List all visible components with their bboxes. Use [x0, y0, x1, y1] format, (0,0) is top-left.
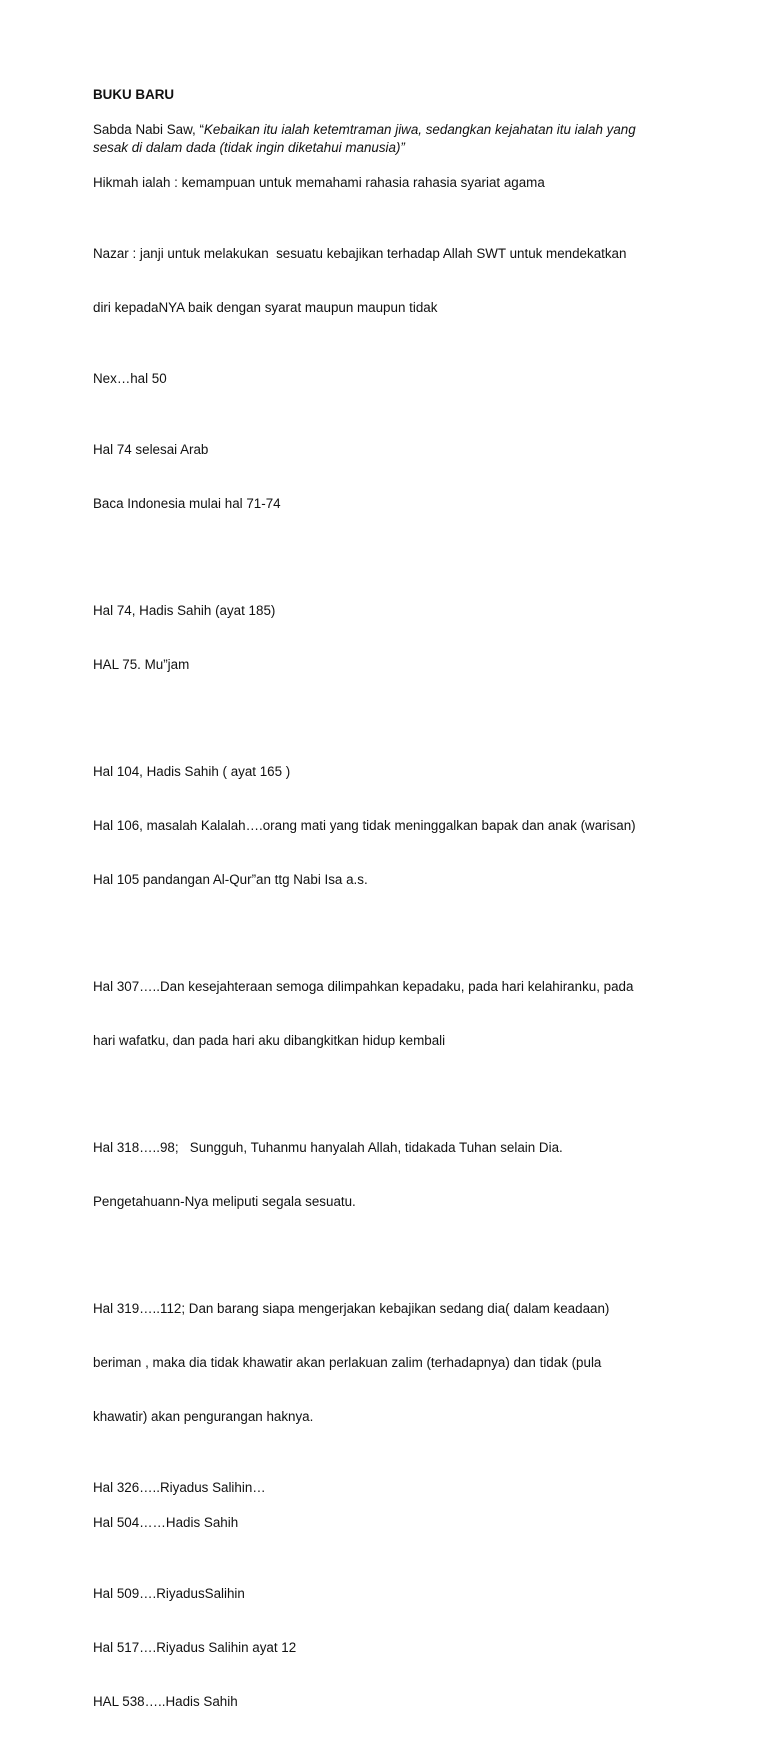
document-title: BUKU BARU — [93, 87, 175, 102]
sabda-paragraph — [93, 121, 693, 157]
hal-104-line-3: Hal 105 pandangan Al-Qur”an ttg Nabi Isa a.s. — [93, 872, 368, 887]
hal-74-arab-line-2: Baca Indonesia mulai hal 71-74 — [93, 496, 281, 511]
hal-307-line-1: Hal 307…..Dan kesejahteraan semoga dilimpahkan kepadaku, pada hari kelahiranku, pada — [93, 979, 634, 994]
hal-104-line-1: Hal 104, Hadis Sahih ( ayat 165 ) — [93, 764, 291, 779]
hal-318-line-2: Pengetahuann-Nya meliputi segala sesuatu. — [93, 1194, 356, 1209]
hal-74-hadis-block — [93, 566, 693, 710]
sabda-prefix: Sabda Nabi Saw, “ — [93, 122, 204, 137]
nazar-paragraph — [93, 209, 693, 353]
hal-307-block — [93, 942, 693, 1086]
hal-104-block — [93, 727, 693, 925]
hal-509-line-3: HAL 538…..Hadis Sahih — [93, 1694, 238, 1709]
hal-319-block — [93, 1264, 693, 1462]
hal-319-line-1: Hal 319…..112; Dan barang siapa mengerjakan kebajikan sedang dia( dalam keadaan) — [93, 1301, 610, 1316]
hal-504-paragraph: Hal 504……Hadis Sahih — [93, 1515, 239, 1530]
hikmah-paragraph: Hikmah ialah : kemampuan untuk memahami rahasia rahasia syariat agama — [93, 175, 545, 190]
hal-318-line-1: Hal 318…..98; Sungguh, Tuhanmu hanyalah Allah, tidakada Tuhan selain Dia. — [93, 1140, 563, 1155]
document-body — [93, 86, 693, 1764]
nazar-line-1: Nazar : janji untuk melakukan sesuatu kebajikan terhadap Allah SWT untuk mendekatkan — [93, 246, 627, 261]
hal-318-block — [93, 1103, 693, 1247]
hal-509-line-1: Hal 509….RiyadusSalihin — [93, 1586, 245, 1601]
hal-74-arab-line-1: Hal 74 selesai Arab — [93, 442, 209, 457]
sabda-quote-line-2: sesak di dalam dada (tidak ingin diketahui manusia)” — [93, 140, 405, 155]
hal-319-line-2: beriman , maka dia tidak khawatir akan perlakuan zalim (terhadapnya) dan tidak (pula — [93, 1355, 602, 1370]
nazar-line-2: diri kepadaNYA baik dengan syarat maupun maupun tidak — [93, 300, 438, 315]
hal-509-line-2: Hal 517….Riyadus Salihin ayat 12 — [93, 1640, 297, 1655]
sabda-quote-line-1: Kebaikan itu ialah ketemtraman jiwa, sedangkan kejahatan itu ialah yang — [203, 122, 636, 137]
hal-104-line-2: Hal 106, masalah Kalalah….orang mati yang tidak meninggalkan bapak dan anak (warisan) — [93, 818, 636, 833]
hal-74-arab-block — [93, 405, 693, 549]
hal-319-line-3: khawatir) akan pengurangan haknya. — [93, 1409, 314, 1424]
hal-307-line-2: hari wafatku, dan pada hari aku dibangkitkan hidup kembali — [93, 1033, 446, 1048]
nex-paragraph: Nex…hal 50 — [93, 371, 167, 386]
hal-509-block — [93, 1549, 693, 1747]
hal-74-hadis-line-2: HAL 75. Mu”jam — [93, 657, 190, 672]
hal-326-paragraph: Hal 326…..Riyadus Salihin… — [93, 1480, 266, 1495]
hal-74-hadis-line-1: Hal 74, Hadis Sahih (ayat 185) — [93, 603, 276, 618]
